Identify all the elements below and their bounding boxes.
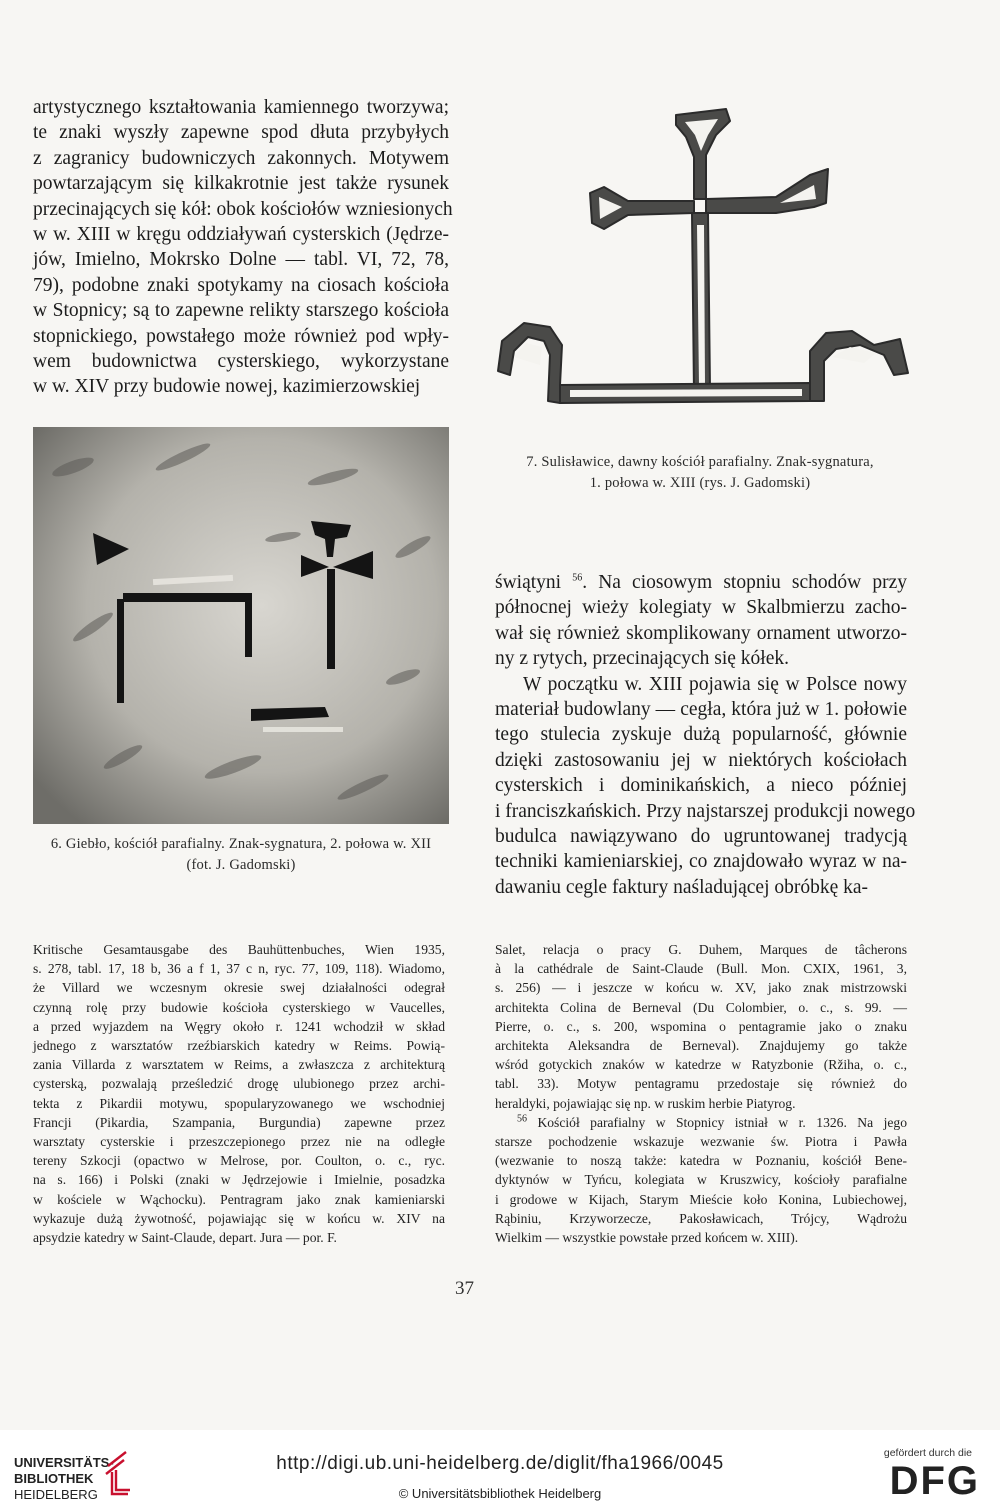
text-line: W początku w. XIII pojawia się w Polsce nowy	[523, 673, 907, 695]
footnote-line: tabl. 33). Motyw pentagramu przedostaje się również do	[495, 1076, 907, 1092]
text-line: przecinających się kół: obok kościołów wzniesionych	[33, 198, 453, 220]
figure7-caption-line2: 1. połowa w. XIII (rys. J. Gadomski)	[589, 475, 811, 491]
footnote-line: Salet, relacja o pracy G. Duhem, Marques de tâcherons	[495, 942, 907, 957]
footnote-line: Rąbiniu, Krzyworzecze, Pakosławicach, Trójcy, Wądrożu	[495, 1210, 907, 1226]
footnote-line: Pierre, o. c., s. 200, wspomina o pentagramie jako o znaku	[495, 1018, 907, 1034]
left-column-text	[33, 95, 453, 400]
footnote-line: warsztaty cysterskie i przeszczepionego przez nie na odległe	[33, 1134, 445, 1150]
funding-note: gefördert durch die	[883, 1447, 972, 1459]
figure7-drawing	[480, 95, 920, 435]
text-line: materiał budowlany — cegła, która już w 1. połowie	[495, 699, 907, 721]
text-line: techniki kamieniarskiej, co znajdowało wyraz w na-	[495, 851, 907, 873]
footnotes-left	[33, 940, 445, 1247]
stone-mark-image	[33, 427, 449, 824]
footnote-line: i grodowe w Kijach, Starym Mieście koło Konina, Lubiechowej,	[495, 1191, 907, 1207]
footnote-line: Francji (Pikardia, Szampania, Burgundia) zapewne przez	[33, 1114, 445, 1130]
footnote-line: dyktynów w Tyńcu, kolegiata w Kruszwicy, kościoły parafialne	[495, 1172, 907, 1188]
text-line: w w. XIV przy budowie nowej, kazimierzowskiej	[33, 376, 421, 398]
text-line: 79), podobne znaki spotykamy na ciosach kościoła	[33, 274, 449, 296]
footnote-line: s. 256) — i jeszcze w końcu w. XV, jako znak mistrzowski	[495, 980, 907, 996]
footnote-line: jednego z warsztatów rzeźbiarskich katedry w Reims. Powią-	[33, 1038, 445, 1054]
figure6-caption-line1: 6. Giebło, kościół parafialny. Znak-sygnatura, 2. połowa w. XII	[50, 836, 432, 852]
footnote-line: a przed wyjazdem na Węgry około r. 1241 wchodził w skład	[33, 1018, 445, 1034]
footnote-line: wykazuje dużą żywotność, pojawiając się w końcu w. XIV na	[33, 1210, 445, 1226]
right-column-text	[495, 570, 916, 900]
right-column-paragraph2	[495, 672, 916, 901]
footnote-line: Kritische Gesamtausgabe des Bauhüttenbuches, Wien 1935,	[33, 942, 445, 957]
text-line: budulca nawiązywano do ugruntowanej tradycją	[495, 826, 907, 848]
library-name-line2: BIBLIOTHEK	[14, 1471, 94, 1486]
permalink-url[interactable]: http://digi.ub.uni-heidelberg.de/diglit/fha1966/0045	[276, 1453, 724, 1474]
text-line: ny z rytych, przecinających się kółek.	[495, 648, 789, 670]
footnote-line: apsydzie katedry w Saint-Claude, depart. Jura — por. F.	[33, 1230, 337, 1246]
footnote-line: tereny Szkocji (opactwo w Melrose, por. Coulton, o. c., ryc.	[33, 1153, 445, 1169]
figure6-photo	[33, 427, 449, 824]
footnote-line: architekta Colina de Berneval (Du Colombier, o. c., s. 99. —	[495, 999, 907, 1015]
text-line: dawaniu cegle faktury naśladującej obróbkę ka-	[495, 876, 869, 898]
footnote-line: Wielkim — wszystkie powstałe przed końcem w. XIII).	[495, 1230, 799, 1246]
footnote-line: wśród gotyckich znaków w katedrze w Ratyzbonie (Ržiha, o. c.,	[495, 1057, 907, 1073]
footnote-line: (wezwanie to noszą także: katedra w Poznaniu, kościół Bene-	[495, 1153, 907, 1169]
text-line: powtarzającym się kilkakrotnie jest także rysunek	[33, 173, 449, 195]
text-run: świątyni	[495, 572, 573, 593]
text-line: cysterskich i dominikańskich, a nieco później	[495, 775, 907, 797]
footnote-line: s. 278, tabl. 17, 18 b, 36 a f 1, 37 c n, ryc. 77, 109, 118). Wiadomo,	[33, 961, 445, 977]
figure7-caption	[480, 452, 920, 494]
footnote-line: tekta z Pikardii motywu, spopularyzowanego we wschodniej	[33, 1095, 445, 1111]
dfg-logo[interactable]: DFG	[889, 1459, 980, 1503]
figure6-caption	[18, 834, 464, 876]
footnotes-right	[495, 940, 907, 1247]
text-line: wał się również skomplikowany ornament utworzo-	[495, 622, 907, 644]
text-line: artystycznego kształtowania kamiennego tworzywa;	[33, 97, 449, 118]
footnote-ref-56[interactable]: 56	[572, 572, 583, 584]
footnote-line: à la cathédrale de Saint-Claude (Bull. Mon. CXIX, 1961, 3,	[495, 961, 907, 977]
copyright-notice: © Universitätsbibliothek Heidelberg	[398, 1486, 602, 1501]
footnote-line: zania Villarda z warsztatem w Reims, a zwłaszcza z architekturą	[33, 1057, 445, 1073]
text-line: w w. XIII w kręgu oddziaływań cysterskich (Jędrze-	[33, 224, 449, 246]
right-column-first-line	[495, 570, 907, 595]
text-line: w Stopnicy; są to zapewne relikty starszego kościoła	[33, 300, 449, 322]
library-name-line1: UNIVERSITÄTS-	[14, 1455, 114, 1470]
page-number: 37	[455, 1278, 474, 1299]
text-line: północnej wieży kolegiaty w Skalbmierzu zacho-	[495, 597, 907, 619]
footnote-line: heraldyki, pojawiając się np. w ruskim herbie Piatyrog.	[495, 1095, 796, 1111]
text-line: wem budownictwa cysterskiego, wykorzystane	[33, 351, 449, 373]
text-line: jów, Imielno, Mokrsko Dolne — tabl. VI, 72, 78,	[33, 249, 449, 271]
footnote-56-marker: 56	[517, 1113, 527, 1125]
text-line: te znaki wyszły zapewne spod dłuta przybyłych	[33, 122, 449, 144]
text-run: . Na ciosowym stopniu schodów przy	[582, 572, 907, 593]
footnote-56-first-line: $^{56}$ Kościół parafialny w Stopnicy istniał w r. 1326. Na jego	[517, 1113, 907, 1130]
text-line: i franciszkańskich. Przy najstarszej produkcji nowego	[495, 800, 916, 822]
text-line: z zagranicy budowniczych zakonnych. Motywem	[33, 147, 449, 169]
figure6-caption-line2: (fot. J. Gadomski)	[186, 857, 296, 873]
footnote-line: starsze pochodzenie wskazuje wezwanie św. Piotra i Pawła	[495, 1134, 907, 1150]
footnote-line: na s. 166) i Polski (znaki w Jędrzejowie i Imielnie, posadzka	[33, 1172, 445, 1188]
footnote-line: że Villard we wczesnym okresie swej działalności odegrał	[33, 980, 445, 996]
text-line: dzięki zastosowaniu jej w niektórych kościołach	[495, 749, 907, 771]
figure7-caption-line1: 7. Sulisławice, dawny kościół parafialny. Znak-sygnatura,	[526, 454, 874, 470]
text-line: stopnickiego, powstałego może również pod wpły-	[33, 325, 449, 347]
footnote-line: w kościele w Wąchocku). Pentragram jako znak kamieniarski	[33, 1191, 445, 1207]
footnote-line: czynną rolę przy budowie kościoła cysterskiego w Vaucelles,	[33, 999, 445, 1015]
library-name-line3: HEIDELBERG	[14, 1487, 98, 1502]
right-column-paragraph1	[495, 595, 907, 671]
footnote-line: architekta Aleksandra de Berneval). Znajdujemy go także	[495, 1038, 907, 1054]
viewer-footer	[0, 1430, 1000, 1511]
footnote-line: cysterską, pozwalają prześledzić drogę ulubionego przez archi-	[33, 1076, 445, 1092]
text-line: tego stulecia zyskuje dużą popularność, głównie	[495, 724, 907, 746]
